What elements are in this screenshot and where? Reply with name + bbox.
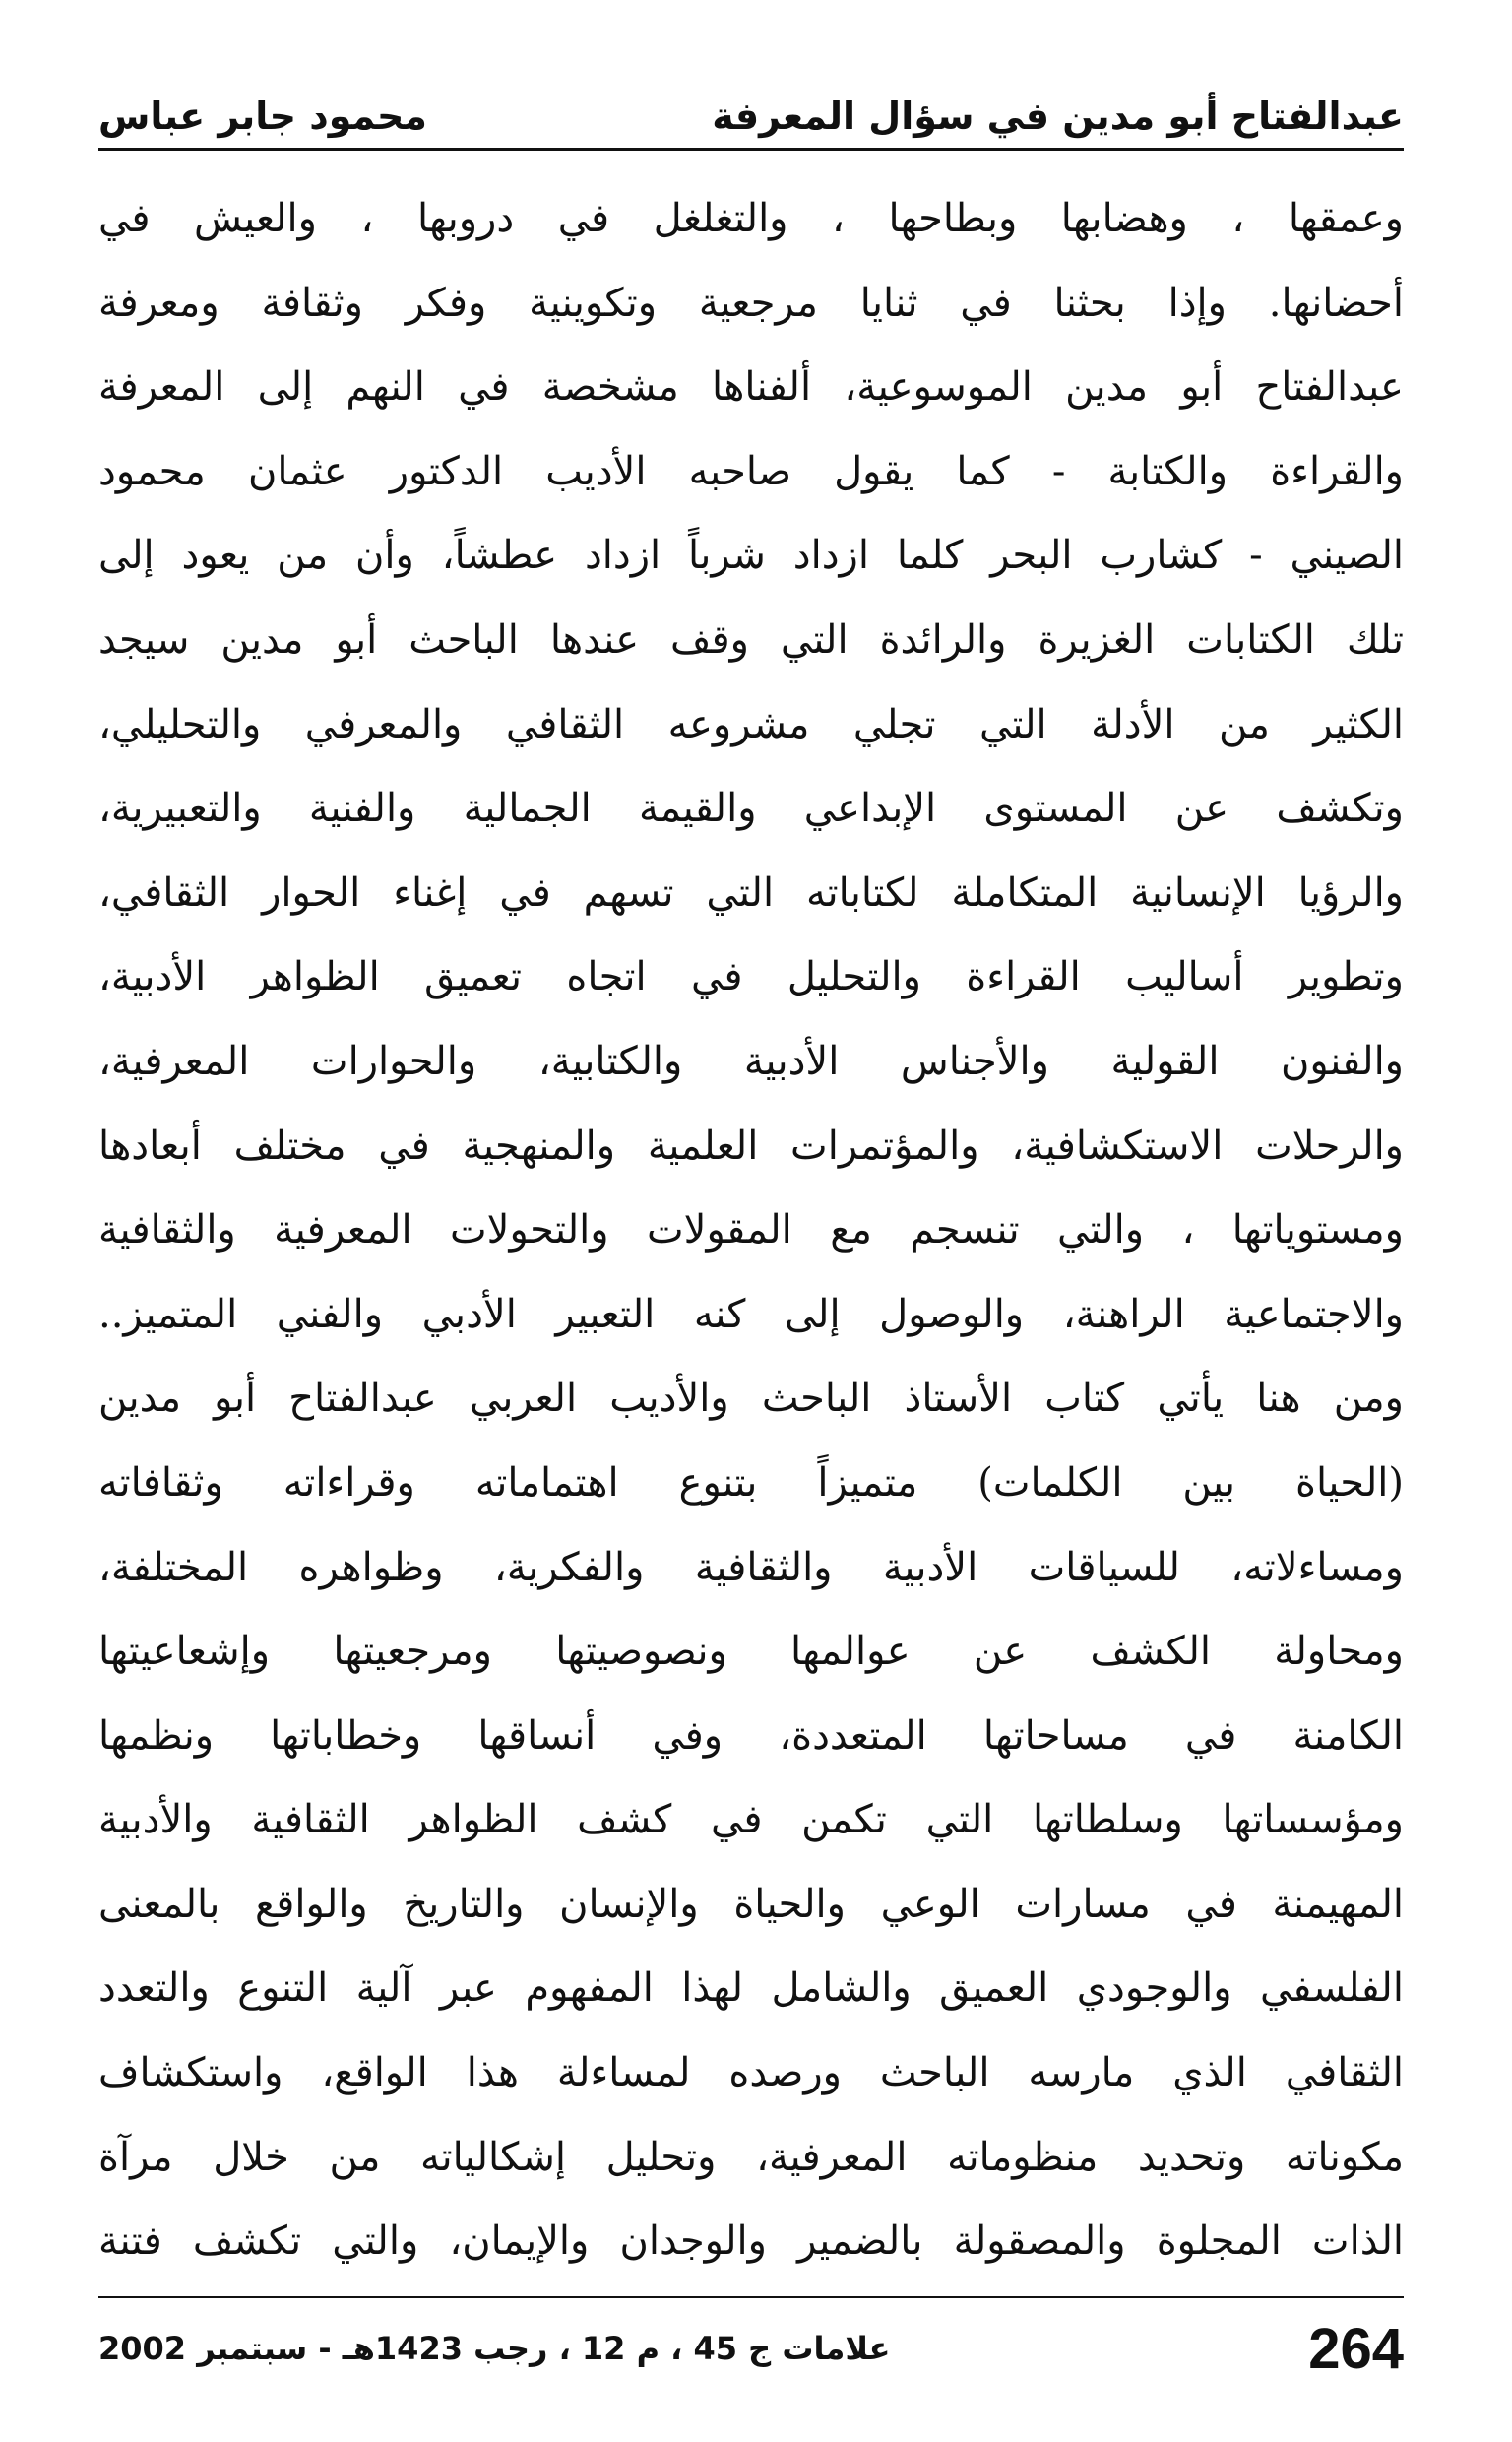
- text-line: وتطوير أساليب القراءة والتحليل في اتجاه تعميق الظواهر الأدبية،: [98, 954, 1404, 1000]
- text-line: ومن هنا يأتي كتاب الأستاذ الباحث والأديب العربي عبدالفتاح أبو مدين: [98, 1376, 1404, 1422]
- text-line: ومحاولة الكشف عن عوالمها ونصوصيتها ومرجعيتها وإشعاعيتها: [98, 1629, 1404, 1675]
- text-line: ومؤسساتها وسلطاتها التي تكمن في كشف الظواهر الثقافية والأدبية: [98, 1797, 1404, 1843]
- text-line: وتكشف عن المستوى الإبداعي والقيمة الجمالية والفنية والتعبيرية،: [98, 786, 1404, 832]
- text-line: عبدالفتاح أبو مدين الموسوعية، ألفناها مشخصة في النهم إلى المعرفة: [98, 364, 1404, 411]
- text-line: الثقافي الذي مارسه الباحث ورصده لمساءلة هذا الواقع، واستكشاف: [98, 2050, 1404, 2096]
- text-line: والرحلات الاستكشافية، والمؤتمرات العلمية والمنهجية في مختلف أبعادها: [98, 1123, 1404, 1169]
- text-line: الفلسفي والوجودي العميق والشامل لهذا المفهوم عبر آلية التنوع والتعدد: [98, 1965, 1404, 2012]
- article-title: عبدالفتاح أبو مدين في سؤال المعرفة: [712, 95, 1404, 138]
- text-line: المهيمنة في مسارات الوعي والحياة والإنسان والتاريخ والواقع بالمعنى: [98, 1881, 1404, 1927]
- text-line: مكوناته وتحديد منظوماته المعرفية، وتحليل إشكالياته من خلال مرآة: [98, 2134, 1404, 2180]
- text-line: الصيني - كشارب البحر كلما ازداد شرباً ازداد عطشاً، وأن من يعود إلى: [98, 533, 1404, 579]
- page-number: 264: [1308, 2316, 1404, 2381]
- text-line: وعمقها ، وهضابها وبطاحها ، والتغلغل في دروبها ، والعيش في: [98, 196, 1404, 241]
- header-rule: [98, 148, 1404, 151]
- text-line: والفنون القولية والأجناس الأدبية والكتابية، والحوارات المعرفية،: [98, 1038, 1404, 1084]
- text-line: أحضانها. وإذا بحثنا في ثنايا مرجعية وتكوينية وفكر وثقافة ومعرفة: [98, 280, 1404, 326]
- text-line: تلك الكتابات الغزيرة والرائدة التي وقف عندها الباحث أبو مدين سيجد: [98, 616, 1404, 663]
- text-line: والقراءة والكتابة - كما يقول صاحبه الأديب الدكتور عثمان محمود: [98, 448, 1404, 494]
- footer-rule: [98, 2296, 1404, 2298]
- text-line: الكثير من الأدلة التي تجلي مشروعه الثقافي والمعرفي والتحليلي،: [98, 701, 1404, 747]
- text-line: والاجتماعية الراهنة، والوصول إلى كنه التعبير الأدبي والفني المتميز..: [98, 1291, 1404, 1337]
- text-line: ومساءلاته، للسياقات الأدبية والثقافية والفكرية، وظواهره المختلفة،: [98, 1544, 1404, 1590]
- text-line: (الحياة بين الكلمات) متميزاً بتنوع اهتماماته وقراءاته وثقافاته: [98, 1459, 1404, 1506]
- text-line: الكامنة في مساحاتها المتعددة، وفي أنساقها وخطاباتها ونظمها: [98, 1712, 1404, 1759]
- text-line: ومستوياتها ، والتي تنسجم مع المقولات والتحولات المعرفية والثقافية: [98, 1207, 1404, 1253]
- running-header: [98, 69, 1404, 138]
- text-line: الذات المجلوة والمصقولة بالضمير والوجدان والإيمان، والتي تكشف فتنة: [98, 2218, 1404, 2265]
- text-line: والرؤيا الإنسانية المتكاملة لكتاباته التي تسهم في إغناء الحوار الثقافي،: [98, 869, 1404, 916]
- body-text: [98, 177, 1404, 2284]
- page-footer: [98, 2309, 1404, 2388]
- author-name: محمود جابر عباس: [98, 95, 427, 138]
- journal-info: علامات ج 45 ، م 12 ، رجب 1423هـ - سبتمبر 2002: [98, 2330, 891, 2367]
